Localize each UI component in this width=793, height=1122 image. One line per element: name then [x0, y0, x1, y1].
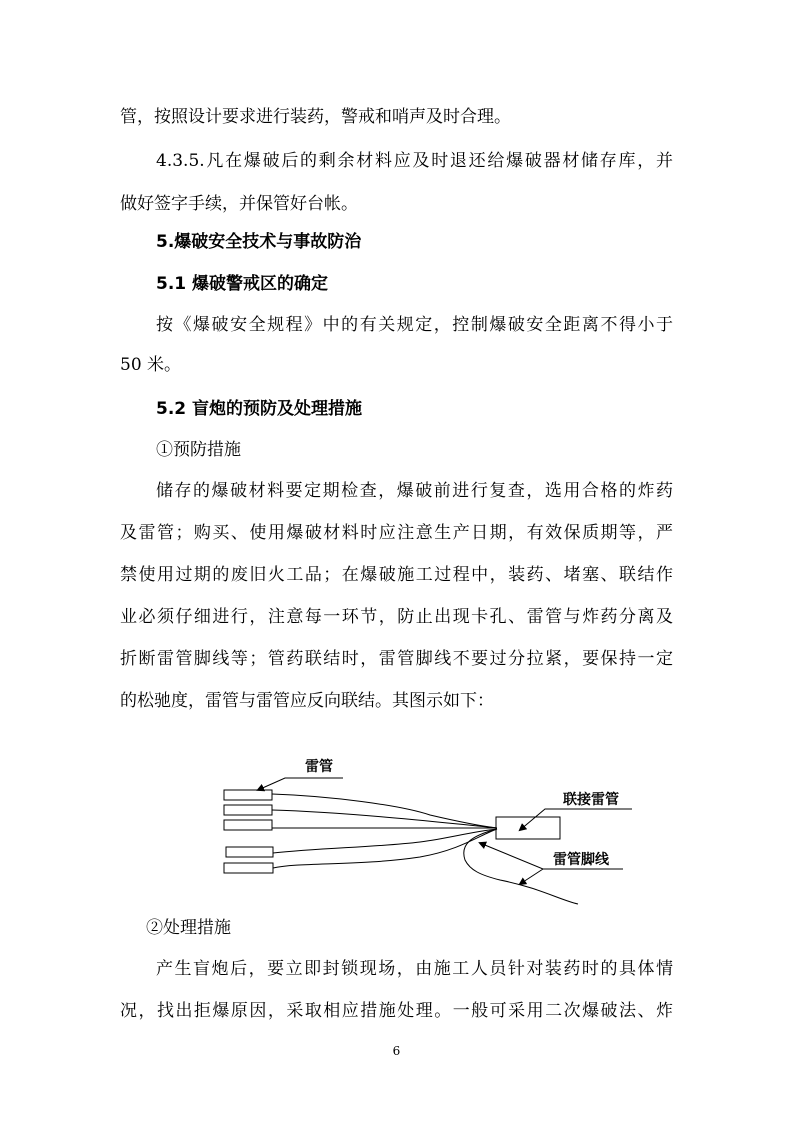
leg-wire	[272, 810, 497, 828]
label-connect-detonator: 联接雷管	[563, 792, 619, 808]
detonator-pointer	[258, 778, 343, 790]
paragraph-line: 产生盲炮后，要立即封锁现场，由施工人员针对装药时的具体情	[156, 959, 673, 979]
paragraph-line: ②处理措施	[146, 918, 231, 938]
detonator-box	[224, 805, 272, 815]
label-leg-wire: 雷管脚线	[553, 852, 609, 868]
paragraph-line: 储存的爆破材料要定期检查，爆破前进行复查，选用合格的炸药	[156, 481, 673, 501]
detonator-box	[224, 863, 273, 873]
paragraph-line: 50 米。	[120, 355, 182, 375]
paragraph-line: 的松驰度，雷管与雷管应反向联结。其图示如下：	[120, 691, 494, 711]
paragraph-line: 禁使用过期的废旧火工品；在爆破施工过程中，装药、堵塞、联结作	[120, 565, 673, 585]
leg-wire	[273, 829, 497, 853]
paragraph-line: 做好签字手续，并保管好台帐。	[120, 194, 358, 214]
connecting-detonator-box	[496, 817, 560, 839]
paragraph-line: ①预防措施	[156, 440, 241, 460]
legwire-pointer	[520, 869, 543, 884]
paragraph-line: 折断雷管脚线等；管药联结时，雷管脚线不要过分拉紧，要保持一定	[120, 649, 673, 669]
subsection-heading: 5.1 爆破警戒区的确定	[156, 274, 329, 294]
subsection-heading: 5.2 盲炮的预防及处理措施	[156, 399, 363, 419]
detonator-box	[226, 847, 273, 857]
detonator-box	[224, 790, 272, 800]
paragraph-line: 4.3.5.凡在爆破后的剩余材料应及时退还给爆破器材储存库，并	[156, 151, 673, 171]
paragraph-line: 管，按照设计要求进行装药，警戒和哨声及时合理。	[120, 107, 511, 127]
page-number: 6	[392, 1044, 401, 1058]
paragraph-line: 业必须仔细进行，注意每一环节，防止出现卡孔、雷管与炸药分离及	[120, 607, 673, 627]
paragraph-line: 况，找出拒爆原因，采取相应措施处理。一般可采用二次爆破法、炸	[120, 1001, 673, 1021]
section-heading: 5.爆破安全技术与事故防治	[156, 232, 362, 252]
paragraph-line: 及雷管；购买、使用爆破材料时应注意生产日期，有效保质期等，严	[120, 523, 673, 543]
paragraph-line: 按《爆破安全规程》中的有关规定，控制爆破安全距离不得小于	[156, 315, 673, 335]
detonator-box	[224, 820, 272, 830]
label-detonator: 雷管	[305, 759, 333, 775]
